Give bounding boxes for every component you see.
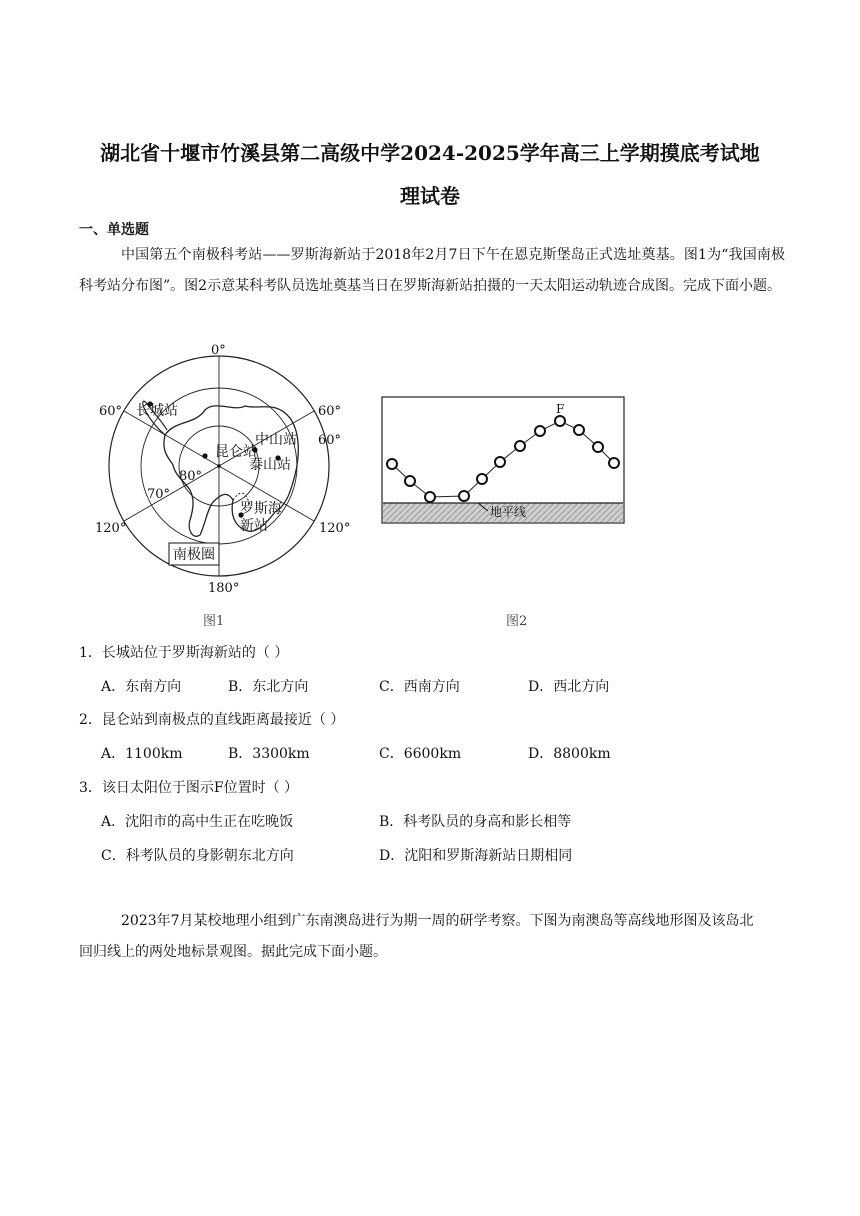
q1-option-b: B．东北方向 (228, 679, 309, 695)
q2-option-b: B．3300km (228, 746, 310, 762)
q1-option-c: C．西南方向 (379, 679, 460, 695)
label-70: 70° (147, 487, 171, 502)
question-3-stem: 3．该日太阳位于图示F位置时（ ） (79, 780, 299, 796)
q2-option-a: A．1100km (101, 746, 183, 762)
passage-1: 中国第五个南极科考站——罗斯海新站于2018年2月7日下午在恩克斯堡岛正式选址奠基。图1为“我国南极科考站分布图”。图2示意某科考队员选址奠基当日在罗斯海新站拍摄的一天太阳运动轨迹合成图。完成下面小题。 (79, 247, 785, 294)
exam-title-line2: 理试卷 (400, 184, 460, 208)
question-1-stem: 1．长城站位于罗斯海新站的（ ） (79, 645, 289, 661)
q2-option-c: C．6600km (379, 746, 462, 762)
label-80: 80° (179, 469, 203, 484)
passage-2 (79, 906, 785, 968)
q3-option-c: C．科考队员的身影朝东北方向 (101, 848, 294, 864)
station-taishan: 泰山站 (249, 457, 291, 473)
question-2-stem: 2．昆仑站到南极点的直线距离最接近（ ） (79, 712, 345, 728)
station-kunlun: 昆仑站 (215, 444, 257, 460)
q3-option-b: B．科考队员的身高和影长相等 (379, 814, 572, 830)
q3-option-a: A．沈阳市的高中生正在吃晚饭 (101, 814, 294, 830)
q1-option-d: D．西北方向 (528, 679, 610, 695)
label-0deg: 0° (211, 343, 226, 358)
label-60-left: 60° (99, 404, 123, 419)
passage-2-line1: 2023年7月某校地理小组到广东南澳岛进行为期一周的研学考察。下图为南澳岛等高线地形图及该岛北 (121, 913, 754, 929)
q2-option-d: D．8800km (528, 746, 611, 762)
station-luosihai-line1: 罗斯海 (240, 501, 282, 517)
label-60-right-inner: 60° (318, 433, 342, 448)
station-zhongshan: 中山站 (255, 432, 297, 448)
antarctic-circle-label: 南极圈 (173, 547, 215, 563)
figure2-sun-trajectory (380, 395, 628, 527)
figure1-caption: 图1 (203, 614, 225, 629)
exam-title-line1: 湖北省十堰市竹溪县第二高级中学2024-2025学年高三上学期摸底考试地 (100, 141, 760, 165)
station-luosihai-line2: 新站 (240, 518, 268, 534)
q1-option-a: A．东南方向 (101, 679, 182, 695)
station-changcheng: 长城站 (136, 403, 178, 419)
peak-f-label: F (556, 402, 565, 416)
label-120-right: 120° (319, 521, 351, 536)
label-180: 180° (208, 581, 240, 596)
section-heading: 一、单选题 (79, 222, 149, 238)
label-120-left: 120° (95, 521, 127, 536)
figure2-caption: 图2 (506, 614, 528, 629)
label-60-right-outer: 60° (318, 404, 342, 419)
q3-option-d: D．沈阳和罗斯海新站日期相同 (379, 848, 573, 864)
figure1-antarctica-map (95, 340, 365, 605)
horizon-label: 地平线 (490, 505, 527, 519)
passage-2-line2: 回归线上的两处地标景观图。据此完成下面小题。 (79, 944, 387, 960)
